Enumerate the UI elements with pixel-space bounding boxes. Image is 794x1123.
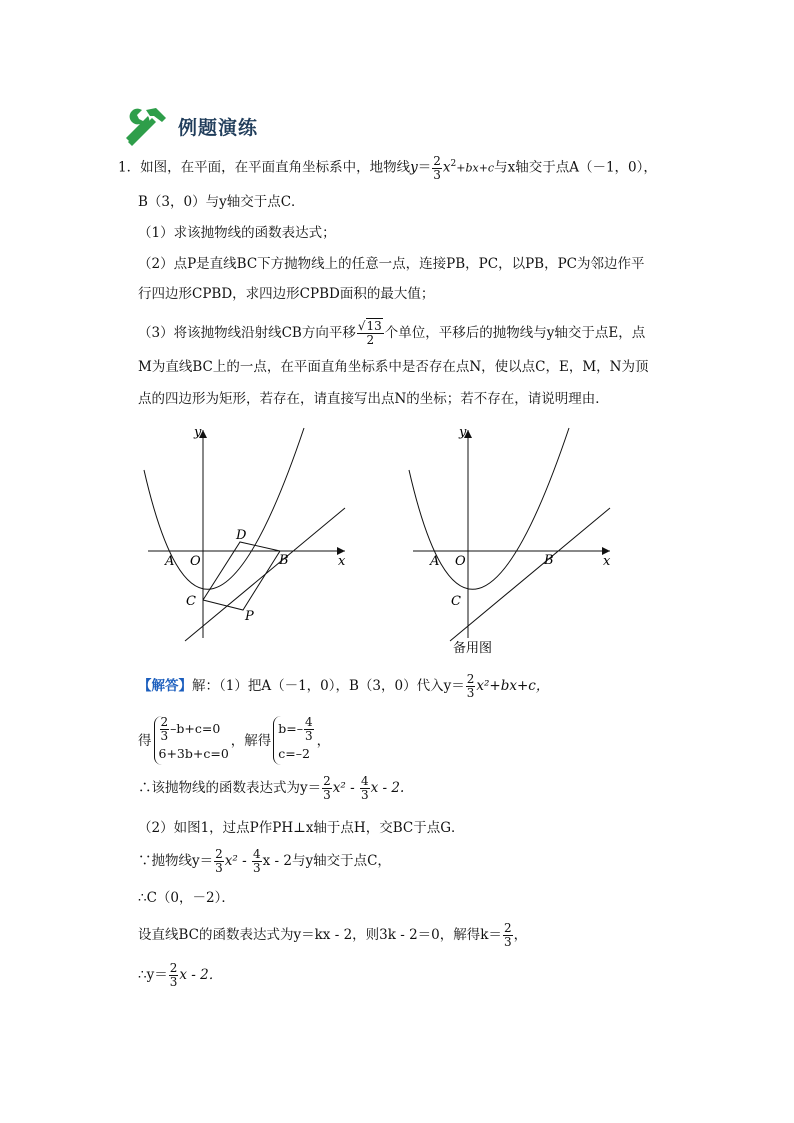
problem-intro: 如图，在平面，在平面直角坐标系中，地物线 [140, 159, 411, 176]
s7-pre: 设直线BC的函数表达式为y＝kx - 2，则3k - 2＝0，解得k＝ [138, 927, 502, 943]
frac-den: 3 [433, 167, 441, 182]
fig2-label-x: x [603, 554, 611, 569]
part-3-pre: （3）将该抛物线沿射线CB方向平移 [138, 325, 356, 341]
solution-label: 【解答】 [138, 678, 192, 694]
s7-num: 2 [503, 921, 512, 935]
sol1-num: 4 [305, 715, 313, 729]
solution-line-6: ∴C（0，－2）． [138, 890, 235, 906]
point-a: A（－1，0）， [569, 159, 657, 176]
sol1-den: 3 [305, 729, 313, 743]
s8-frac [169, 962, 179, 989]
eq-sign: ＝ [417, 159, 432, 176]
s5-d2: 3 [252, 861, 261, 875]
eq-rest: +bx+c [456, 161, 495, 175]
solution-system [273, 716, 314, 765]
fig1-label-y: y [194, 425, 202, 440]
fig1-segments-cpb [203, 551, 280, 610]
sol1-pre: b=– [278, 721, 304, 736]
problem-line-2: B（3，0）与y轴交于点C． [138, 194, 305, 210]
s8-den: 3 [169, 975, 178, 989]
s3-n1: 2 [323, 774, 331, 788]
s5-frac2 [252, 848, 262, 875]
s3-frac2 [360, 775, 370, 802]
part-3-line-2: M为直线BC上的一点，在平面直角坐标系中是否存在点N，使以点C，E，M，N为顶 [138, 359, 649, 375]
part-2-line-1: （2）点P是直线BC下方抛物线上的任意一点，连接PB，PC，以PB，PC为邻边作平 [138, 256, 645, 272]
eq-y: y [410, 159, 418, 176]
s1-num: 2 [466, 672, 475, 686]
s2-mid: ，解得 [230, 732, 272, 749]
solution-line-4: （2）如图1，过点P作PH⊥x轴于点H，交BC于点G． [138, 820, 465, 836]
eq1-den: 3 [160, 729, 169, 743]
s8-pre: ∴y＝ [138, 967, 168, 983]
s3-pre: ∴该抛物线的函数表达式为y＝ [138, 780, 322, 796]
s1-den: 3 [466, 686, 475, 700]
s3-post: x - 2. [370, 780, 405, 796]
solution-line-5 [138, 848, 391, 875]
solution-line-8 [138, 962, 222, 989]
fig2-label-y: y [459, 425, 467, 440]
part-3-line-3: 点的四边形为矩形，若存在，请直接写出点N的坐标；若不存在，请说明理由． [138, 391, 609, 407]
s5-n1: 2 [215, 847, 223, 861]
s1-frac [466, 673, 476, 700]
s5-post: x - 2与y轴交于点C， [262, 853, 391, 869]
sol2: c=–2 [278, 746, 310, 761]
fig1-label-d: D [236, 528, 247, 543]
s1-post: x²+bx+c， [476, 678, 550, 694]
s7-den: 3 [503, 935, 512, 949]
equation-system [154, 716, 229, 765]
problem-line-1 [118, 154, 657, 182]
fig1-label-p: P [245, 609, 254, 624]
s2-de: 得 [138, 732, 152, 749]
s7-post: ， [513, 927, 528, 943]
eq1-num: 2 [160, 715, 169, 729]
figure-1 [130, 420, 360, 650]
fig2-label-o: O [455, 554, 466, 569]
fig2-label-a: A [430, 554, 440, 569]
sol1 [278, 716, 314, 743]
s5-pre: ∵抛物线y＝ [138, 853, 214, 869]
eq1-rest: –b+c=0 [170, 721, 221, 736]
s3-n2: 4 [360, 774, 369, 788]
s7-frac [503, 922, 513, 949]
problem-number: 1． [118, 159, 141, 176]
fig2-caption: 备用图 [453, 641, 493, 656]
fig1-label-a: A [165, 554, 175, 569]
fig2-label-c: C [451, 594, 461, 609]
solution-line-3 [138, 775, 404, 802]
s5-d1: 3 [215, 861, 223, 875]
sqrt-num: √13 [357, 319, 382, 333]
sqrt-value: 13 [366, 319, 382, 333]
eq-square: 2 [450, 159, 457, 169]
frac-num: 2 [433, 153, 441, 168]
sqrt-fraction [357, 320, 384, 347]
s1-pre: 解：（1）把A（－1，0），B（3，0）代入y＝ [192, 678, 465, 694]
part-3-line-1 [138, 320, 645, 347]
problem-intro-mid: 与x轴交于点 [494, 159, 570, 176]
fig2-label-b: B [544, 553, 554, 568]
s3-d1: 3 [323, 788, 331, 802]
sqrt-den: 2 [366, 333, 375, 347]
s5-frac1 [214, 848, 224, 875]
section-title: 例题演练 [178, 116, 259, 139]
part-2-line-2: 行四边形CPBD，求四边形CPBD面积的最大值； [138, 286, 435, 302]
part-3-post: 个单位，平移后的抛物线与y轴交于点E，点 [384, 325, 646, 341]
s5-mid: x² - [224, 853, 251, 869]
s3-d2: 3 [360, 788, 369, 802]
s8-post: x - 2． [179, 967, 223, 983]
fig1-label-x: x [338, 554, 346, 569]
s3-frac1 [322, 775, 332, 802]
sol1-frac [304, 716, 314, 743]
part-1: （1）求该抛物线的函数表达式； [138, 225, 336, 241]
s5-n2: 4 [252, 847, 261, 861]
fig1-label-o: O [190, 554, 201, 569]
solution-line-7 [138, 922, 527, 949]
section-header [122, 104, 258, 148]
fig2-line-bc [450, 508, 610, 641]
eq-x: x [442, 159, 451, 176]
tools-icon [122, 104, 170, 148]
eq2: 6+3b+c=0 [158, 746, 229, 761]
fig1-label-b: B [279, 553, 289, 568]
s3-mid: x² - [332, 780, 359, 796]
eq-fraction [432, 155, 442, 182]
s2-end: ， [316, 732, 331, 749]
eq1-frac [160, 716, 170, 743]
solution-line-2 [138, 716, 330, 765]
eq1 [159, 716, 229, 743]
fig1-label-c: C [186, 594, 196, 609]
solution-line-1 [138, 673, 549, 700]
s8-num: 2 [169, 961, 178, 975]
figure-2 [395, 420, 625, 660]
